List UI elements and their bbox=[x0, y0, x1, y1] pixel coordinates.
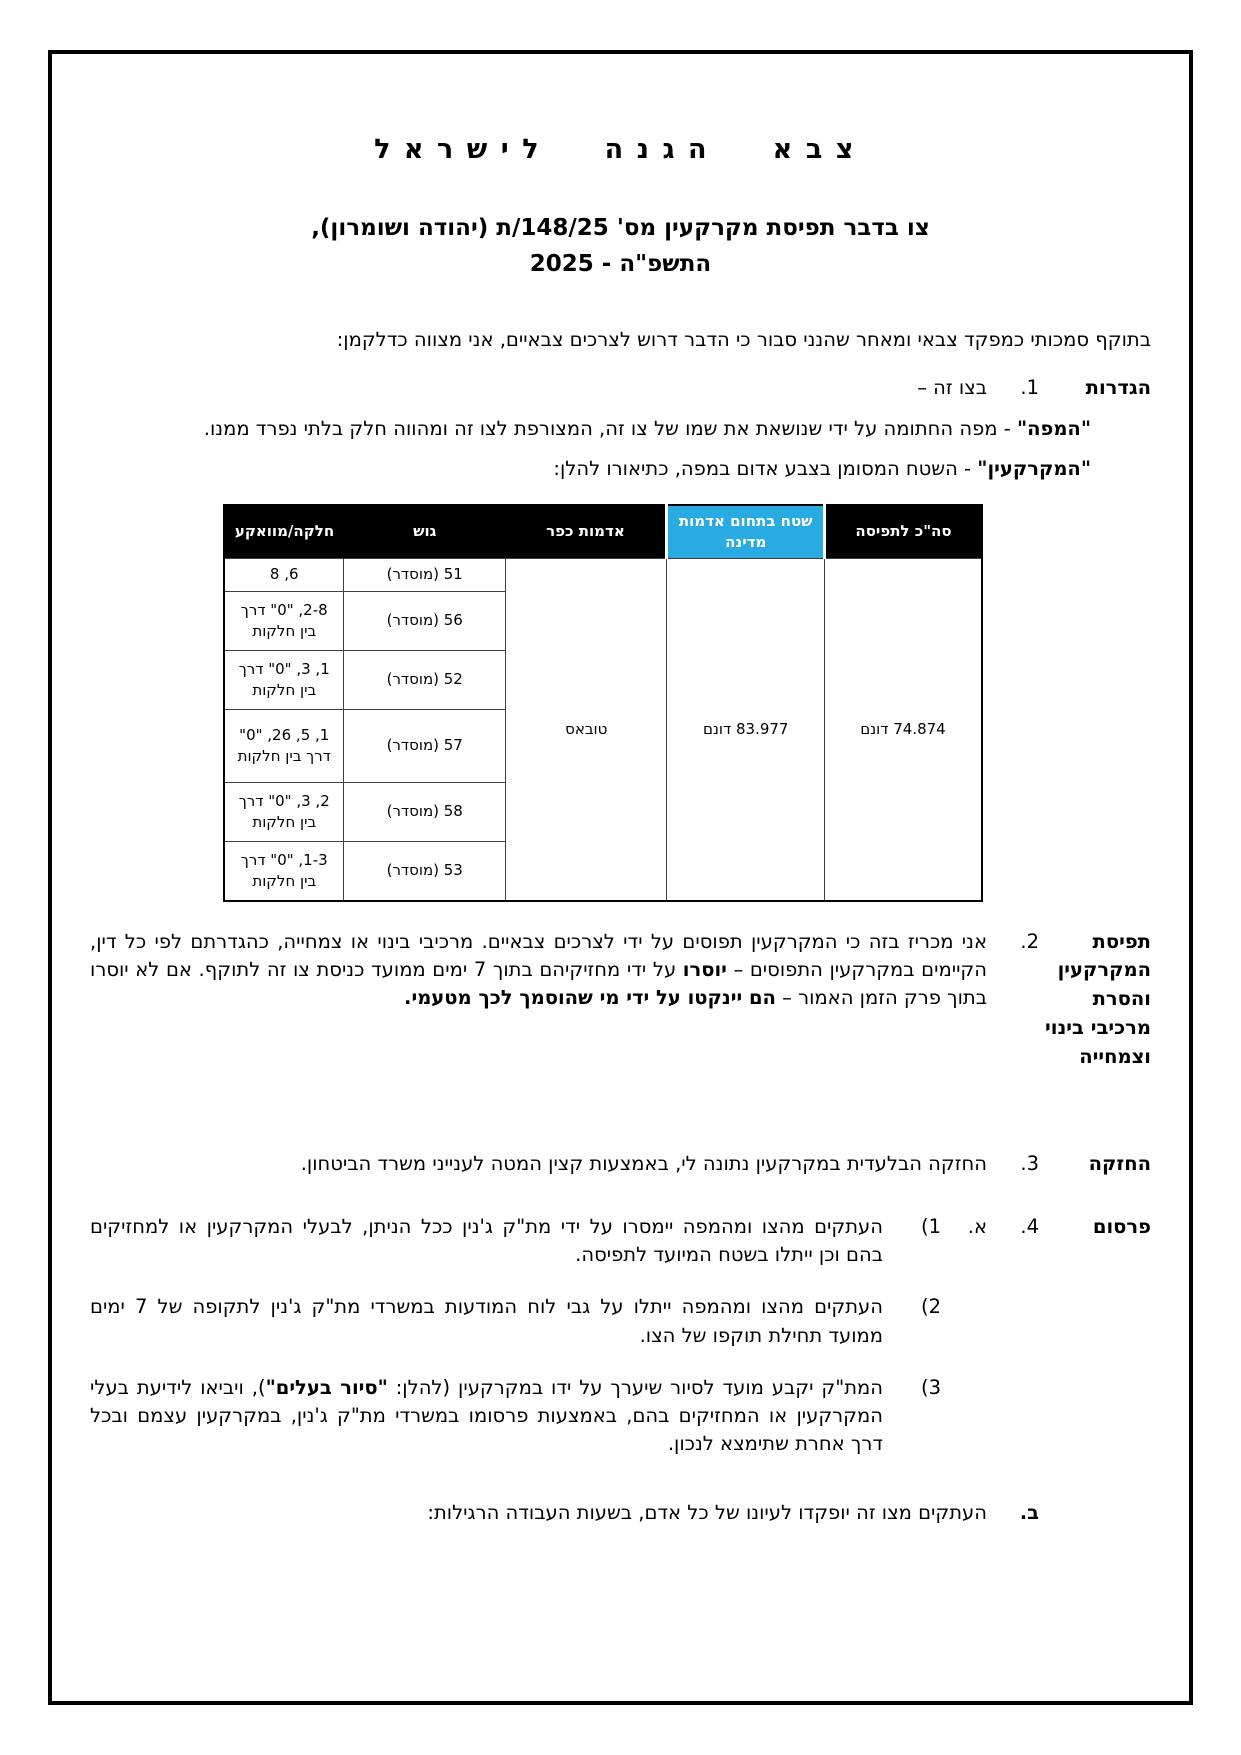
cell-parcel: 2, 3, "0" דרך בין חלקות bbox=[224, 782, 344, 841]
definition-land-text: - השטח המסומן בצבע אדום במפה, כתיאורו להלן: bbox=[553, 457, 978, 481]
cell-block: 56 (מוסדר) bbox=[344, 591, 506, 650]
publication-item-3-seg1: המת"ק יקבע מועד לסיור שיערך על ידו במקרקעין (להלן: bbox=[387, 1375, 883, 1399]
table-header-row bbox=[224, 505, 982, 559]
publication-item-b-text: העתקים מצו זה יופקדו לעיונו של כל אדם, בשעות העבודה הרגילות: bbox=[427, 1500, 987, 1524]
section-publication-heading: פרסום bbox=[1092, 1214, 1151, 1238]
header-total-seizure: סה"כ לתפיסה bbox=[824, 505, 982, 559]
intro-paragraph: בתוקף סמכותי כמפקד צבאי ומאחר שהנני סבור כי הדבר דרוש לצרכים צבאיים, אני מצווה כדלקמן: bbox=[336, 328, 1151, 352]
section-seizure-number: 2. bbox=[1020, 929, 1039, 953]
publication-item-3-seg2-bold: "סיור בעלים" bbox=[265, 1375, 388, 1399]
publication-item-2-text: העתקים מהצו ומהמפה ייתלו על גבי לוח המודעות במשרדי מת"ק ג'נין לתקופה של 7 ימים ממועד תחילת תוקפו של הצו. bbox=[90, 1295, 884, 1347]
header-parcel: חלקה/מוואקע bbox=[224, 505, 344, 559]
definition-map bbox=[140, 415, 1091, 443]
definition-map-term: "המפה" bbox=[1016, 417, 1091, 441]
order-title-line1: צו בדבר תפיסת מקרקעין מס' 148/25/ת (יהודה ושומרון), bbox=[311, 215, 930, 242]
publication-item-3-number: 3) bbox=[920, 1375, 941, 1399]
cell-block: 52 (מוסדר) bbox=[344, 650, 506, 709]
header-village-lands: אדמות כפר bbox=[505, 505, 666, 559]
section-possession-number: 3. bbox=[1020, 1151, 1039, 1175]
publication-letter-a: א. bbox=[967, 1214, 987, 1238]
publication-item-2-number: 2) bbox=[920, 1295, 941, 1319]
publication-item-1 bbox=[90, 1213, 987, 1270]
section-possession-text: החזקה הבלעדית במקרקעין נתונה לי, באמצעות קצין המטה לענייני משרד הביטחון. bbox=[300, 1151, 987, 1175]
publication-letter-b: ב. bbox=[1019, 1500, 1039, 1524]
publication-item-3-seg3: ), ויביאו לידיעת בעלי המקרקעין או המחזיקים בהם, באמצעות פרסומו במשרדי מת"ק ג'נין, במקרקעין עצמם ובכל דרך אחרת שתימצא לנכון. bbox=[90, 1375, 883, 1456]
section-possession-heading: החזקה bbox=[1088, 1151, 1151, 1175]
cell-block: 58 (מוסדר) bbox=[344, 782, 506, 841]
section-publication-number: 4. bbox=[1020, 1214, 1039, 1238]
cell-parcel: 6, 8 bbox=[224, 558, 344, 591]
definition-land-term: "המקרקעין" bbox=[977, 457, 1091, 481]
cell-block: 57 (מוסדר) bbox=[344, 709, 506, 782]
cell-village: טובאס bbox=[505, 558, 666, 901]
section-seizure bbox=[90, 928, 1151, 1072]
section-definitions-heading: הגדרות bbox=[1085, 376, 1151, 400]
cell-parcel: 1, 5, 26, "0" דרך בין חלקות bbox=[224, 709, 344, 782]
cell-parcel: 2-8, "0" דרך בין חלקות bbox=[224, 591, 344, 650]
publication-item-2 bbox=[90, 1293, 987, 1350]
header-state-land-area: שטח בתחום אדמות מדינה bbox=[667, 505, 825, 559]
seizure-seg4-bold: הם יינקטו על ידי מי שהוסמך לכך מטעמי. bbox=[404, 986, 776, 1010]
cell-state-land-area: 83.977 דונם bbox=[667, 558, 825, 901]
section-publication-b bbox=[90, 1499, 1151, 1527]
section-definitions-number: 1. bbox=[1020, 376, 1039, 400]
publication-item-3-letter-spacer bbox=[941, 1374, 987, 1459]
section-seizure-text bbox=[90, 928, 987, 1072]
cell-total-seizure: 74.874 דונם bbox=[824, 558, 982, 901]
publication-item-3-text bbox=[90, 1374, 883, 1459]
army-title: צבא הגנה לישראל bbox=[374, 134, 867, 165]
order-title bbox=[90, 211, 1151, 282]
publication-item-2-letter-spacer bbox=[941, 1293, 987, 1350]
section-publication-b-heading-spacer bbox=[1039, 1499, 1151, 1527]
section-definitions-lead: בצו זה – bbox=[917, 376, 987, 400]
cell-block: 53 (מוסדר) bbox=[344, 841, 506, 901]
section-definitions bbox=[90, 374, 1151, 403]
seizure-seg3: על ידי מחזיקיהם בתוך 7 ימים ממועד כניסת צו זה לתוקף. אם לא יוסרו בתוך פרק הזמן האמור – bbox=[90, 957, 987, 1010]
definition-land bbox=[140, 455, 1091, 483]
section-publication-body bbox=[90, 1213, 987, 1459]
page-content bbox=[52, 54, 1189, 1701]
definition-map-text: - מפה החתומה על ידי שנושאת את שמו של צו זה, המצורפת לצו זה ומהווה חלק בלתי נפרד ממנו. bbox=[203, 417, 1017, 441]
seizure-seg2-bold: יוסרו bbox=[682, 957, 727, 981]
order-title-line2: התשפ"ה - 2025 bbox=[529, 250, 712, 277]
seizure-table bbox=[223, 504, 983, 902]
section-publication bbox=[90, 1213, 1151, 1459]
seizure-seg1: אני מכריז בזה כי המקרקעין תפוסים על ידי לצרכים צבאיים. מרכיבי בינוי או צמחייה, כהגדרתם לפי כל דין, הקיימים במקרקעין התפוסים – bbox=[90, 929, 987, 981]
table-row bbox=[224, 558, 982, 591]
publication-item-1-text: העתקים מהצו ומהמפה יימסרו על ידי מת"ק ג'נין ככל הניתן, לבעלי המקרקעין או למחזיקים בהם וכן ייתלו בשטח המיועד לתפיסה. bbox=[90, 1214, 883, 1266]
section-possession bbox=[90, 1150, 1151, 1179]
cell-parcel: 1, 3, "0" דרך בין חלקות bbox=[224, 650, 344, 709]
cell-parcel: 1-3, "0" דרך בין חלקות bbox=[224, 841, 344, 901]
publication-item-3 bbox=[90, 1374, 987, 1459]
cell-block: 51 (מוסדר) bbox=[344, 558, 506, 591]
header-block: גוש bbox=[344, 505, 506, 559]
section-seizure-heading: תפיסת המקרקעין והסרת מרכיבי בינוי וצמחייה bbox=[1045, 929, 1151, 1069]
publication-item-1-number: 1) bbox=[920, 1214, 941, 1238]
